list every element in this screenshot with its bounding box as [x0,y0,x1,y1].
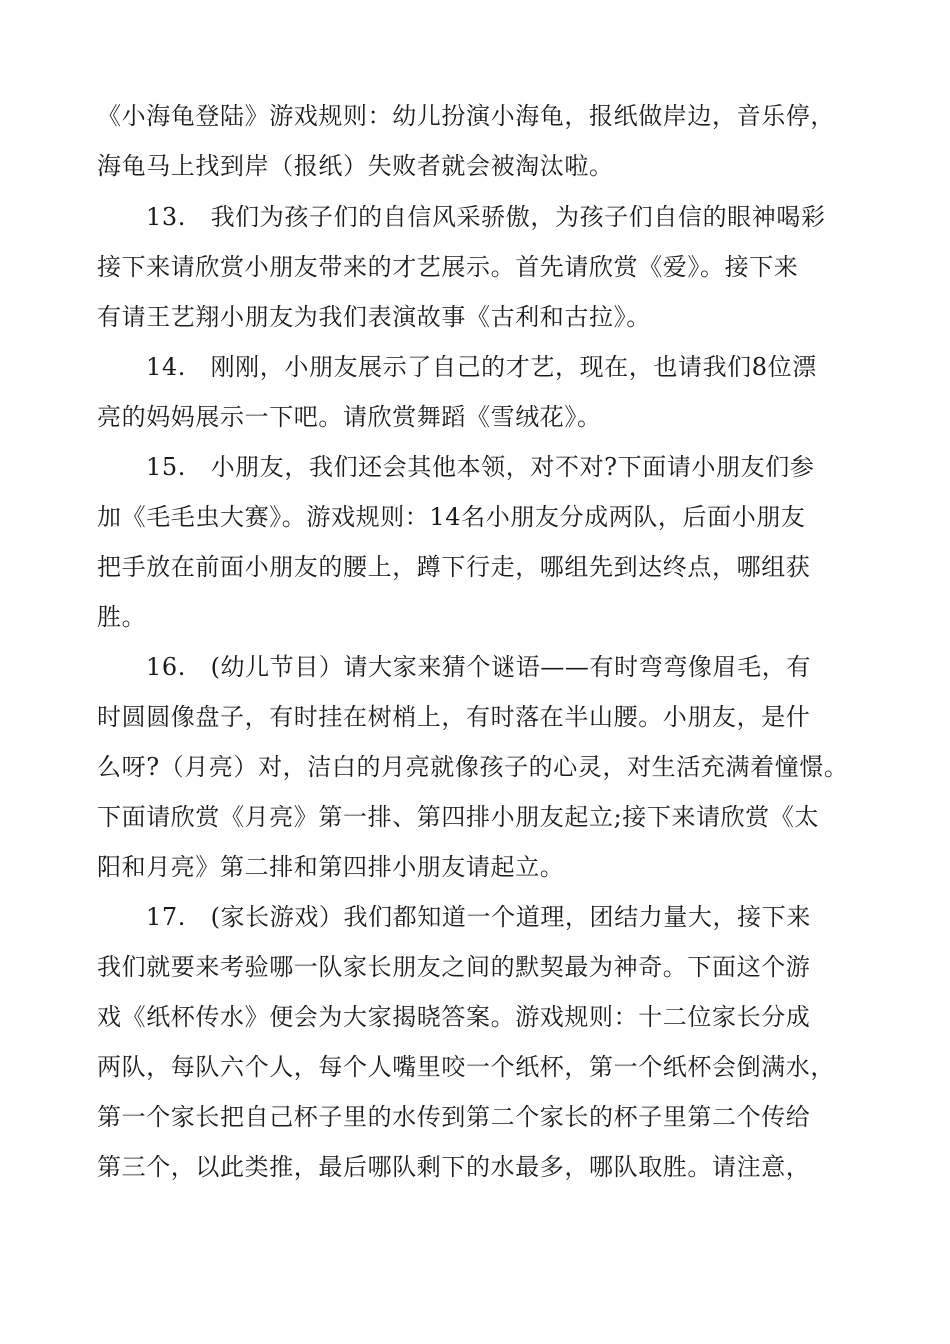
text-line: 有请王艺翔小朋友为我们表演故事《古利和古拉》。 [97,303,651,331]
paragraph-14-start: 14. 刚刚，小朋友展示了自己的才艺，现在，也请我们8位漂 [146,353,817,381]
text-line: 两队，每队六个人，每个人嘴里咬一个纸杯，第一个纸杯会倒满水， [97,1053,835,1081]
text-line: 第三个，以此类推，最后哪队剩下的水最多，哪队取胜。请注意， [97,1153,811,1181]
paragraph-17-start: 17. (家长游戏）我们都知道一个道理，团结力量大，接下来 [146,903,811,931]
text-line: 下面请欣赏《月亮》第一排、第四排小朋友起立;接下来请欣赏《太 [97,803,820,831]
paragraph-16-start: 16. (幼儿节目）请大家来猜个谜语——有时弯弯像眉毛，有 [146,653,811,681]
text-line: 么呀?（月亮）对，洁白的月亮就像孩子的心灵，对生活充满着憧憬。 [97,753,849,781]
text-line: 接下来请欣赏小朋友带来的才艺展示。首先请欣赏《爱》。接下来 [97,253,799,281]
text-line: 亮的妈妈展示一下吧。请欣赏舞蹈《雪绒花》。 [97,403,602,431]
text-line: 我们就要来考验哪一队家长朋友之间的默契最为神奇。下面这个游 [97,953,811,981]
text-line: 《小海龟登陆》游戏规则：幼儿扮演小海龟，报纸做岸边，音乐停， [97,102,835,130]
text-line: 第一个家长把自己杯子里的水传到第二个家长的杯子里第二个传给 [97,1103,811,1131]
text-line: 把手放在前面小朋友的腰上，蹲下行走，哪组先到达终点，哪组获 [97,553,811,581]
text-line: 时圆圆像盘子，有时挂在树梢上，有时落在半山腰。小朋友，是什 [97,703,811,731]
paragraph-13-start: 13. 我们为孩子们的自信风采骄傲，为孩子们自信的眼神喝彩 [146,203,826,231]
paragraph-15-start: 15. 小朋友，我们还会其他本领，对不对?下面请小朋友们参 [146,453,815,481]
text-line: 加《毛毛虫大赛》。游戏规则：14名小朋友分成两队，后面小朋友 [97,503,806,531]
text-line: 戏《纸杯传水》便会为大家揭晓答案。游戏规则：十二位家长分成 [97,1003,811,1031]
text-line: 海龟马上找到岸（报纸）失败者就会被淘汰啦。 [97,152,614,180]
text-line: 胜。 [97,603,147,631]
text-line: 阳和月亮》第二排和第四排小朋友请起立。 [97,853,565,881]
